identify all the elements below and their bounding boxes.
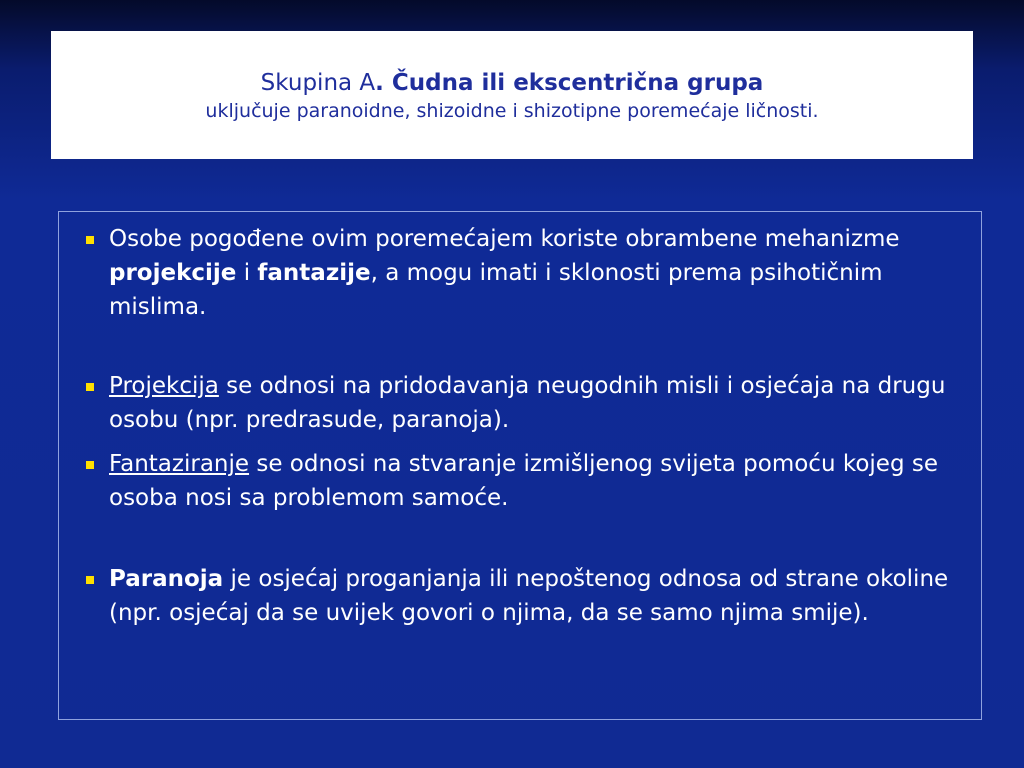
title-bold: . Čudna ili ekscentrična grupa	[375, 70, 764, 96]
bullet-underlined-term: Fantaziranje	[109, 451, 250, 477]
content-box	[58, 211, 982, 720]
bullet-item-defenses	[73, 222, 955, 324]
bullet-item-projection	[73, 369, 955, 437]
bullet-text: je osjećaj proganjanja ili nepoštenog odnosa od strane okoline (npr. osjećaj da se uvijek govori o njima, da se samo njima smije).	[109, 566, 949, 626]
bullet-underlined-term: Projekcija	[109, 373, 219, 399]
square-bullet-icon	[86, 461, 94, 469]
bullet-text: se odnosi na stvaranje izmišljenog svijeta pomoću kojeg se osoba nosi sa problemom samoće.	[109, 451, 938, 511]
square-bullet-icon	[86, 236, 94, 244]
slide-subtitle: uključuje paranoidne, shizoidne i shizotipne poremećaje ličnosti.	[205, 100, 819, 122]
square-bullet-icon	[86, 383, 94, 391]
bullet-text: Osobe pogođene ovim poremećajem koriste obrambene mehanizme	[109, 226, 900, 252]
bullet-text: se odnosi na pridodavanja neugodnih misli i osjećaja na drugu osobu (npr. predrasude, paranoja).	[109, 373, 946, 433]
bullet-text: i	[236, 260, 258, 286]
slide-title	[261, 68, 764, 98]
bullet-item-paranoia	[73, 562, 955, 630]
bullet-text: , a mogu imati i sklonosti prema psihotičnim mislima.	[109, 260, 883, 320]
bullet-bold-term: fantazije	[257, 260, 371, 286]
slide-title-box	[51, 31, 973, 159]
bullet-item-fantasy	[73, 447, 955, 515]
title-prefix: Skupina A	[260, 70, 376, 96]
bullet-bold-term: projekcije	[109, 260, 237, 286]
square-bullet-icon	[86, 576, 94, 584]
bullet-bold-term: Paranoja	[109, 566, 224, 592]
